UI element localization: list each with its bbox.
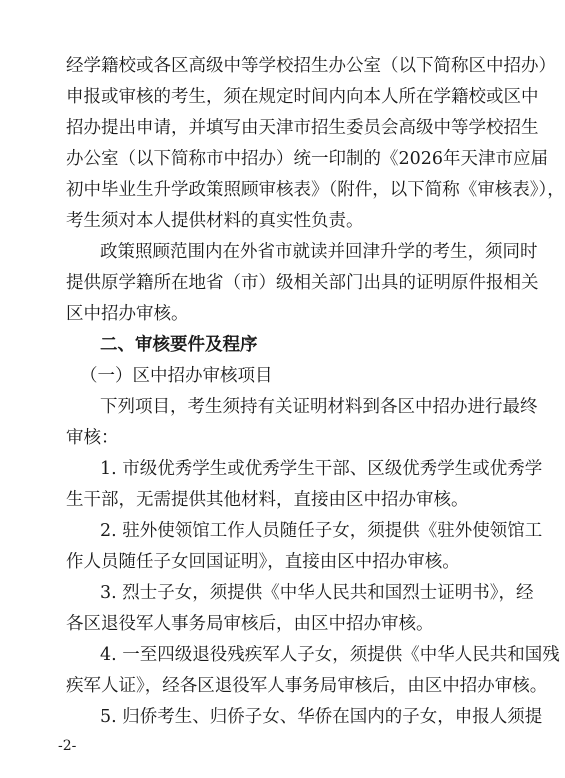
list-item-line: 4. 一至四级退役残疾军人子女，须提供《中华人民共和国残 (100, 645, 560, 665)
section-heading: 二、审核要件及程序 (100, 335, 258, 355)
paragraph-line: 办公室（以下简称市中招办）统一印制的《2026年天津市应届 (66, 149, 549, 169)
paragraph-line: 初中毕业生升学政策照顾审核表》（附件，以下简称《审核表》）， (66, 180, 565, 200)
list-item-line: 1. 市级优秀学生或优秀学生干部、区级优秀学生或优秀学 (100, 459, 543, 479)
paragraph-line: 考生须对本人提供材料的真实性负责。 (66, 211, 364, 231)
page-number: -2- (58, 738, 77, 754)
list-item-line: 各区退役军人事务局审核后，由区中招办审核。 (66, 614, 434, 634)
paragraph-line: 区中招办审核。 (66, 304, 189, 324)
list-item-line: 作人员随任子女回国证明》，直接由区中招办审核。 (66, 552, 460, 572)
list-item-line: 3. 烈士子女，须提供《中华人民共和国烈士证明书》，经 (100, 583, 534, 603)
list-item-line: 生干部，无需提供其他材料，直接由区中招办审核。 (66, 490, 469, 510)
subsection-heading: （一）区中招办审核项目 (80, 366, 273, 386)
list-item-line: 疾军人证》，经各区退役军人事务局审核后，由区中招办审核。 (66, 676, 548, 696)
paragraph-line: 提供原学籍所在地省（市）级相关部门出具的证明原件报相关 (66, 273, 539, 293)
paragraph-line: 经学籍校或各区高级中等学校招生办公室（以下简称区中招办） (66, 56, 556, 76)
paragraph-line: 申报或审核的考生，须在规定时间内向本人所在学籍校或区中 (66, 87, 539, 107)
list-item-line: 2. 驻外使领馆工作人员随任子女，须提供《驻外使领馆工 (100, 521, 543, 541)
paragraph-line: 招办提出申请，并填写由天津市招生委员会高级中等学校招生 (66, 118, 539, 138)
paragraph-line: 下列项目，考生须持有关证明材料到各区中招办进行最终 (100, 397, 538, 417)
paragraph-line: 政策照顾范围内在外省市就读并回津升学的考生，须同时 (100, 242, 538, 262)
list-item-line: 5. 归侨考生、归侨子女、华侨在国内的子女，申报人须提 (100, 707, 543, 727)
paragraph-line: 审核： (66, 428, 119, 448)
